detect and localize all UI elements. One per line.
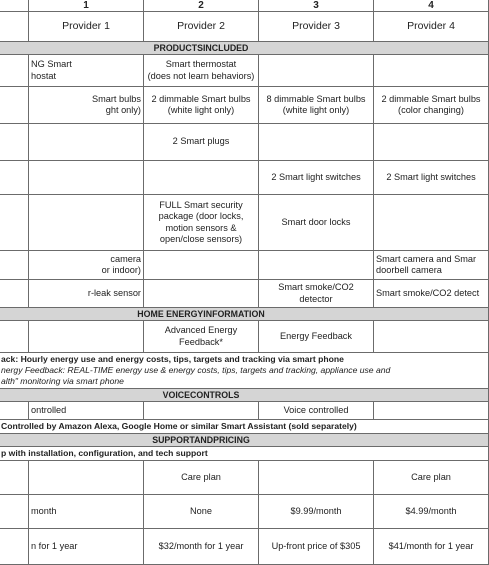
table-cell xyxy=(29,124,144,161)
column-number: 2 xyxy=(144,0,259,12)
table-row xyxy=(0,55,489,87)
table-cell: Care plan xyxy=(374,461,489,495)
support-footnote-row xyxy=(0,447,489,461)
energy-footnote xyxy=(0,353,489,389)
label-cell xyxy=(0,461,29,495)
table-cell: Smart thermostat (does not learn behaviors) xyxy=(144,55,259,87)
table-cell xyxy=(144,402,259,420)
label-cell xyxy=(0,195,29,251)
section-title: VOICECONTROLS xyxy=(0,389,489,402)
table-cell: Smart bulbs ght only) xyxy=(29,87,144,124)
table-cell: Voice controlled xyxy=(259,402,374,420)
table-cell xyxy=(374,195,489,251)
table-cell: Smart door locks xyxy=(259,195,374,251)
table-cell: Smart smoke/CO2 detector xyxy=(259,280,374,308)
table-row xyxy=(0,280,489,308)
table-cell xyxy=(259,124,374,161)
support-footnote: p with installation, configuration, and tech support xyxy=(0,447,489,461)
table-cell xyxy=(259,55,374,87)
label-cell xyxy=(0,529,29,565)
table-cell: r-leak sensor xyxy=(29,280,144,308)
table-cell: $32/month for 1 year xyxy=(144,529,259,565)
table-row xyxy=(0,161,489,195)
table-cell: Smart camera and Smar doorbell camera xyxy=(374,251,489,280)
voice-footnote-row xyxy=(0,420,489,434)
table-cell xyxy=(374,402,489,420)
table-cell xyxy=(29,195,144,251)
table-row xyxy=(0,124,489,161)
label-column-blank xyxy=(0,0,29,12)
table-cell xyxy=(144,280,259,308)
table-cell: $41/month for 1 year xyxy=(374,529,489,565)
table-row xyxy=(0,87,489,124)
energy-footnote-row xyxy=(0,353,489,389)
table-row xyxy=(0,251,489,280)
provider-header-row xyxy=(0,12,489,42)
footnote-line: ack: Hourly energy use and energy costs, tips, targets and tracking via smart phone xyxy=(1,354,344,364)
column-number: 4 xyxy=(374,0,489,12)
table-cell xyxy=(259,461,374,495)
table-cell: 8 dimmable Smart bulbs (white light only) xyxy=(259,87,374,124)
column-number-row xyxy=(0,0,489,12)
table-cell: Energy Feedback xyxy=(259,321,374,353)
table-row xyxy=(0,529,489,565)
section-header-energy xyxy=(0,308,489,321)
label-cell xyxy=(0,495,29,529)
table-cell xyxy=(144,251,259,280)
table-cell xyxy=(29,161,144,195)
label-cell xyxy=(0,87,29,124)
label-cell xyxy=(0,12,29,42)
table-cell: 2 Smart light switches xyxy=(259,161,374,195)
footnote-line: alth" monitoring via smart phone xyxy=(1,376,124,386)
table-cell: FULL Smart security package (door locks, motion sensors & open/close sensors) xyxy=(144,195,259,251)
table-cell: camera or indoor) xyxy=(29,251,144,280)
table-cell: 2 dimmable Smart bulbs (color changing) xyxy=(374,87,489,124)
label-cell xyxy=(0,124,29,161)
section-header-products xyxy=(0,42,489,55)
provider-header: Provider 4 xyxy=(374,12,489,42)
table-cell: NG Smart hostat xyxy=(29,55,144,87)
label-cell xyxy=(0,161,29,195)
table-cell: None xyxy=(144,495,259,529)
section-header-voice xyxy=(0,389,489,402)
table-row xyxy=(0,402,489,420)
table-cell: Care plan xyxy=(144,461,259,495)
section-title: PRODUCTSINCLUDED xyxy=(0,42,489,55)
provider-header: Provider 3 xyxy=(259,12,374,42)
table-cell: 2 dimmable Smart bulbs (white light only) xyxy=(144,87,259,124)
table-cell xyxy=(374,124,489,161)
footnote-line: nergy Feedback: REAL-TIME energy use & energy costs, tips, targets and tracking, appliance use and xyxy=(1,365,391,375)
table-cell: 2 Smart light switches xyxy=(374,161,489,195)
voice-footnote: Controlled by Amazon Alexa, Google Home or similar Smart Assistant (sold separately) xyxy=(0,420,489,434)
table-cell xyxy=(374,321,489,353)
table-row xyxy=(0,461,489,495)
table-cell: Advanced Energy Feedback* xyxy=(144,321,259,353)
label-cell xyxy=(0,321,29,353)
provider-header: Provider 1 xyxy=(29,12,144,42)
table-cell: month xyxy=(29,495,144,529)
table-cell: 2 Smart plugs xyxy=(144,124,259,161)
table-cell xyxy=(259,251,374,280)
table-cell: Up-front price of $305 xyxy=(259,529,374,565)
label-cell xyxy=(0,402,29,420)
section-header-support xyxy=(0,434,489,447)
table-cell xyxy=(374,55,489,87)
table-cell: $9.99/month xyxy=(259,495,374,529)
table-cell: n for 1 year xyxy=(29,529,144,565)
table-row xyxy=(0,195,489,251)
label-cell xyxy=(0,251,29,280)
table-cell xyxy=(29,461,144,495)
section-title: SUPPORTANDPRICING xyxy=(0,434,489,447)
section-title: HOME ENERGYINFORMATION xyxy=(0,308,489,321)
table-cell xyxy=(144,161,259,195)
table-row xyxy=(0,495,489,529)
table-cell: $4.99/month xyxy=(374,495,489,529)
provider-header: Provider 2 xyxy=(144,12,259,42)
table-row xyxy=(0,321,489,353)
label-cell xyxy=(0,55,29,87)
table-cell: ontrolled xyxy=(29,402,144,420)
table-cell xyxy=(29,321,144,353)
table-cell: Smart smoke/CO2 detect xyxy=(374,280,489,308)
label-cell xyxy=(0,280,29,308)
column-number: 1 xyxy=(29,0,144,12)
column-number: 3 xyxy=(259,0,374,12)
